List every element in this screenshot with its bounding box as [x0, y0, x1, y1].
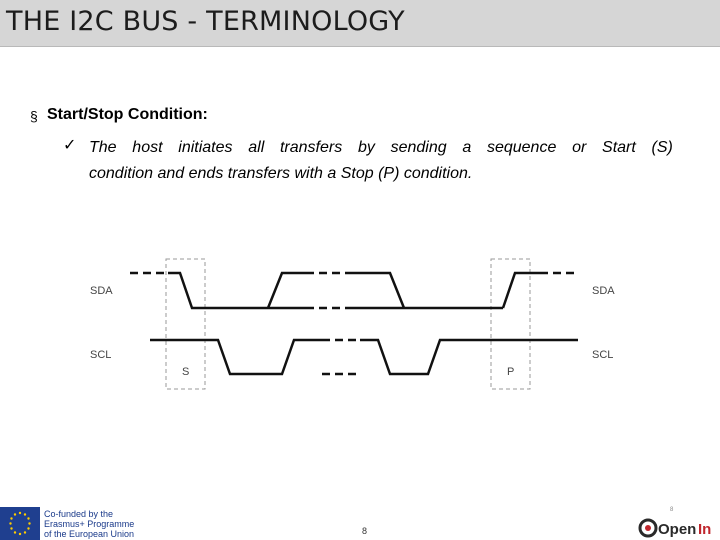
bullet-square-icon: §	[30, 108, 38, 124]
description-line-2: condition and ends transfers with a Stop (P) condition.	[89, 165, 473, 182]
word: host	[132, 139, 163, 156]
word: Start	[602, 139, 636, 156]
word: transfers	[279, 139, 343, 156]
word: The	[89, 139, 117, 156]
cofunded-line: Co-funded by the	[44, 509, 114, 519]
sda-data-rise	[268, 273, 306, 308]
logo-open-text: Open	[658, 521, 697, 538]
logo-in-text: In	[698, 521, 712, 538]
cofunded-line: of the European Union	[44, 529, 135, 539]
corner-mark: 8	[670, 507, 674, 513]
scl-high-start	[150, 340, 322, 374]
word: (S)	[651, 139, 673, 156]
page-number: 8	[362, 526, 368, 536]
word: a	[462, 139, 472, 156]
section-heading: Start/Stop Condition:	[47, 106, 208, 123]
word: initiates	[178, 139, 233, 156]
scl-label-right: SCL	[592, 349, 614, 361]
word: all	[248, 139, 265, 156]
sda-signal	[130, 273, 578, 308]
start-label: S	[182, 366, 190, 378]
word: or	[572, 139, 587, 156]
stop-label: P	[507, 366, 515, 378]
checkmark-icon: ✓	[63, 137, 77, 154]
sda-label-right: SDA	[592, 285, 615, 297]
scl-label-left: SCL	[90, 349, 112, 361]
sda-start-fall	[168, 273, 268, 308]
word: by	[357, 139, 375, 156]
cofunded-text	[44, 509, 134, 539]
word: sequence	[486, 139, 557, 156]
scl-mid	[360, 340, 578, 374]
open-in-logo	[636, 510, 720, 540]
cofunded-line: Erasmus+ Programme	[44, 519, 135, 529]
sda-label-left: SDA	[90, 285, 113, 297]
eu-flag-icon	[0, 507, 40, 540]
word: sending	[390, 139, 447, 156]
slide-title: THE I2C BUS - TERMINOLOGY	[6, 6, 405, 37]
sda-stop-rise	[503, 273, 540, 308]
sda-data-fall	[350, 273, 404, 308]
